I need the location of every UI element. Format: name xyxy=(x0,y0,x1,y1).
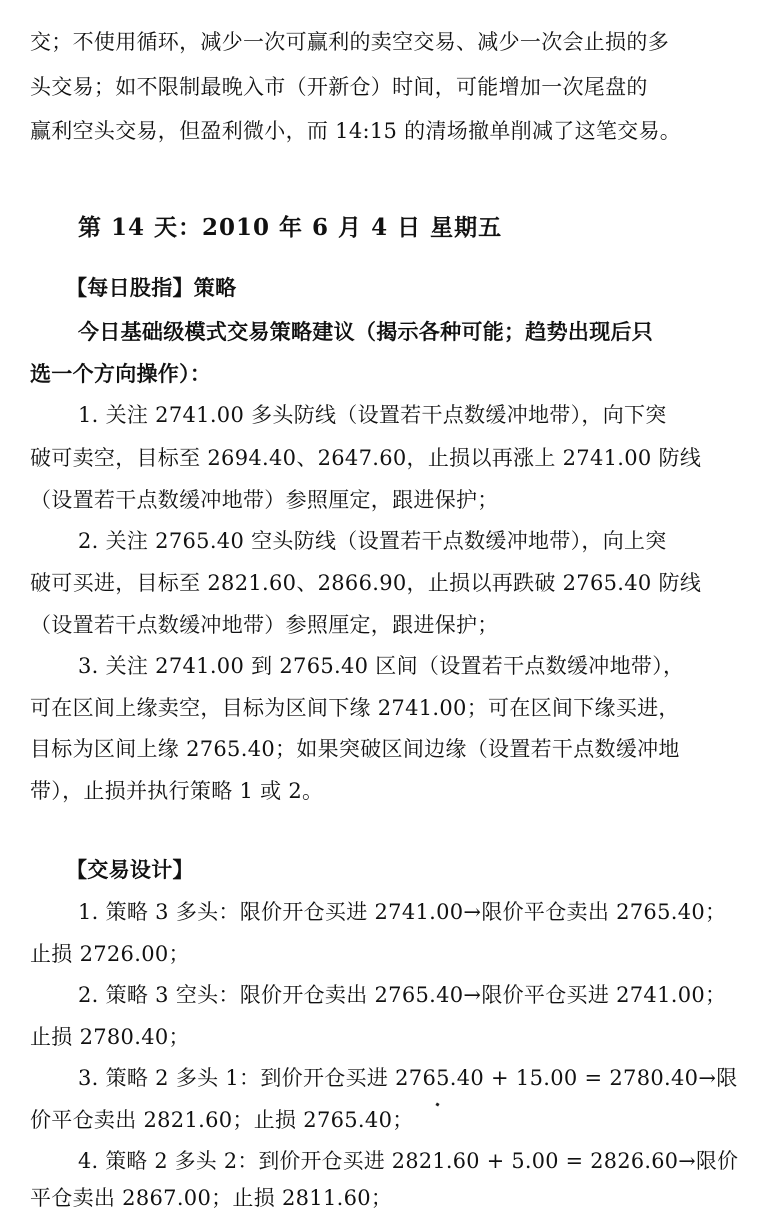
day-heading: 第 14 天：2010 年 6 月 4 日 星期五 xyxy=(78,214,503,241)
strategy-item-3-line: 带），止损并执行策略 1 或 2。 xyxy=(30,779,324,803)
strategy-item-3-line: 可在区间上缘卖空，目标为区间下缘 2741.00；可在区间下缘买进， xyxy=(30,696,680,720)
intro-line: 交；不使用循环，减少一次可赢利的卖空交易、减少一次会止损的多 xyxy=(30,30,669,54)
strategy-section-title: 【每日股指】策略 xyxy=(66,276,237,300)
intro-line: 赢利空头交易，但盈利微小，而 14:15 的清场撤单削减了这笔交易。 xyxy=(30,119,682,143)
strategy-lead-line: 选一个方向操作）： xyxy=(30,362,212,386)
trade-item-1-line: 1. 策略 3 多头：限价开仓买进 2741.00→限价平仓卖出 2765.40； xyxy=(78,900,727,924)
trade-item-4-line: 4. 策略 2 多头 2：到价开仓买进 2821.60 + 5.00 = 2826.60→限价 xyxy=(78,1149,739,1173)
strategy-item-1-line: （设置若干点数缓冲地带）参照厘定，跟进保护； xyxy=(30,488,499,512)
scan-speck xyxy=(435,1102,439,1106)
strategy-item-1-line: 破可卖空，目标至 2694.40、2647.60，止损以再涨上 2741.00 防线 xyxy=(30,446,702,470)
trade-item-2-line: 止损 2780.40； xyxy=(30,1025,190,1049)
trade-item-1-line: 止损 2726.00； xyxy=(30,942,190,966)
strategy-item-3-line: 目标为区间上缘 2765.40；如果突破区间边缘（设置若干点数缓冲地 xyxy=(30,737,680,761)
strategy-item-2-line: （设置若干点数缓冲地带）参照厘定，跟进保护； xyxy=(30,613,499,637)
trade-item-3-line: 3. 策略 2 多头 1：到价开仓买进 2765.40 + 15.00 = 2780.40→限 xyxy=(78,1066,738,1090)
intro-line: 头交易；如不限制最晚入市（开新仓）时间，可能增加一次尾盘的 xyxy=(30,75,648,99)
trade-item-2-line: 2. 策略 3 空头：限价开仓卖出 2765.40→限价平仓买进 2741.00； xyxy=(78,983,727,1007)
strategy-lead-line: 今日基础级模式交易策略建议（揭示各种可能；趋势出现后只 xyxy=(78,320,654,344)
strategy-item-3-line: 3. 关注 2741.00 到 2765.40 区间（设置若干点数缓冲地带）， xyxy=(78,654,685,678)
strategy-item-1-line: 1. 关注 2741.00 多头防线（设置若干点数缓冲地带），向下突 xyxy=(78,403,667,427)
strategy-item-2-line: 2. 关注 2765.40 空头防线（设置若干点数缓冲地带），向上突 xyxy=(78,529,667,553)
trade-item-3-line: 价平仓卖出 2821.60；止损 2765.40； xyxy=(30,1108,414,1132)
strategy-item-2-line: 破可买进，目标至 2821.60、2866.90，止损以再跌破 2765.40 防线 xyxy=(30,571,702,595)
trade-item-4-line: 平仓卖出 2867.00；止损 2811.60； xyxy=(30,1186,393,1210)
trade-design-section-title: 【交易设计】 xyxy=(66,858,194,882)
